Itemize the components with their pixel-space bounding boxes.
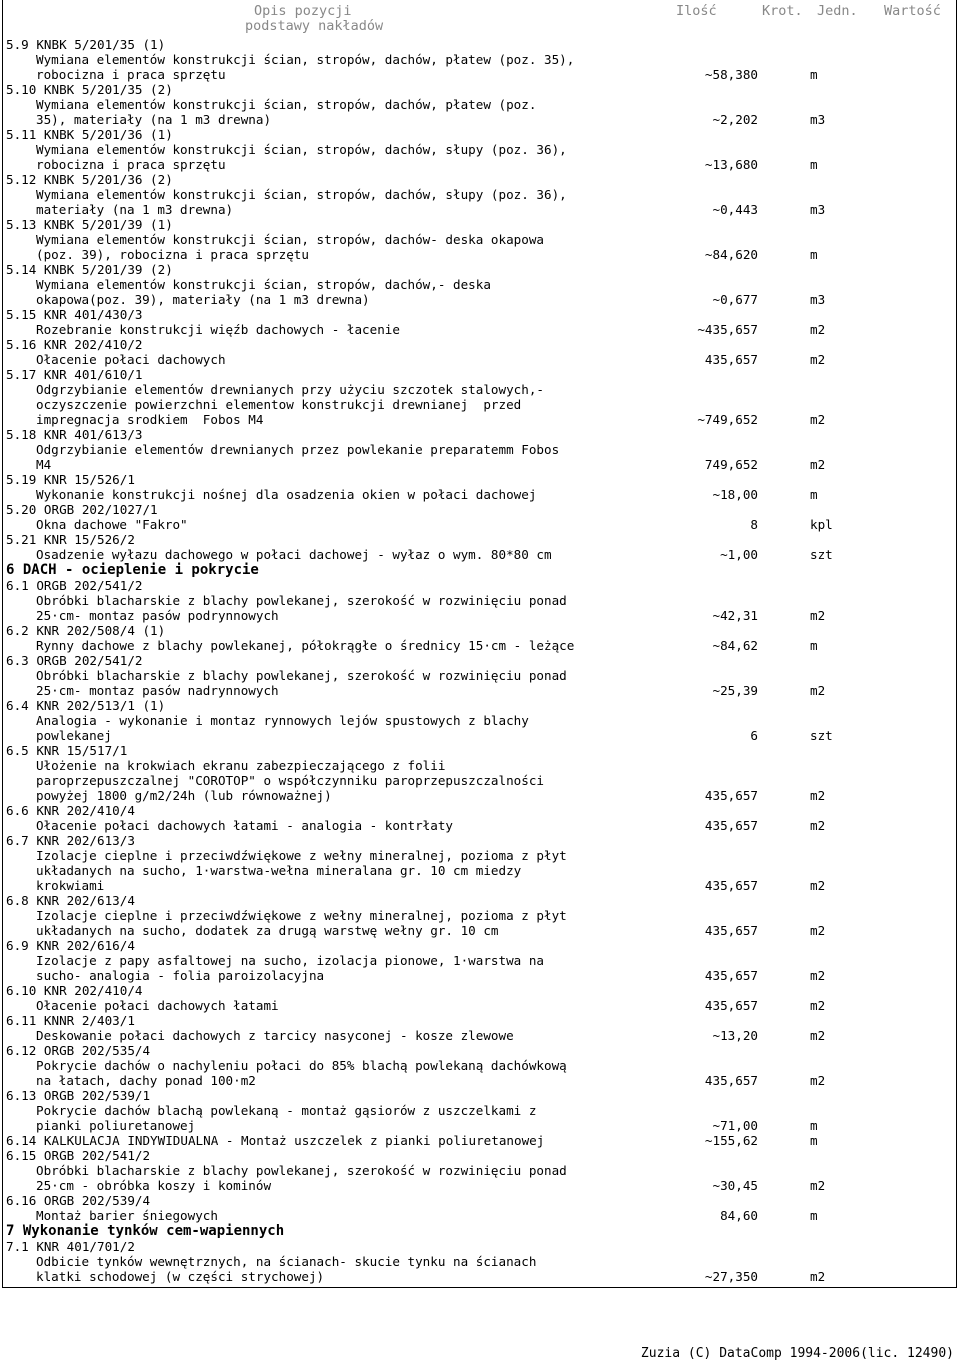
description-line: impregnacja srodkiem Fobos M4 [36,412,264,427]
table-row [6,262,956,307]
item-code: 5.11 KNBK 5/201/36 (1) [6,127,173,142]
item-unit: m [810,1133,818,1148]
item-quantity: ~58,380 [704,67,758,82]
item-code: 6.12 ORGB 202/535/4 [6,1043,151,1058]
item-code: 6.15 ORGB 202/541/2 [6,1148,151,1163]
item-description [6,713,956,743]
item-unit: m2 [810,457,826,472]
item-code: 5.13 KNBK 5/201/39 (1) [6,217,173,232]
item-description [6,232,956,262]
item-code: 6.16 ORGB 202/539/4 [6,1193,151,1208]
item-unit: szt [810,728,833,743]
item-description [6,322,956,337]
item-unit: m2 [810,788,826,803]
item-quantity: 749,652 [704,457,758,472]
item-unit: m2 [810,878,826,893]
table-row [6,367,956,427]
item-description [6,908,956,938]
description-line: Obróbki blacharskie z blachy powlekanej, szerokość w rozwinięciu ponad [36,1163,567,1178]
item-code: 5.20 ORGB 202/1027/1 [6,502,158,517]
item-unit: m [810,247,818,262]
description-line: paroprzepuszczalnej "COROTOP" o współczynniku paroprzepuszczalności [36,773,544,788]
item-description [6,1133,956,1148]
cost-estimate-rows [6,37,956,1284]
table-row [6,803,956,833]
description-line: robocizna i praca sprzętu [36,157,226,172]
item-quantity: ~27,350 [704,1269,758,1284]
section-heading [6,1223,956,1239]
item-description [6,1103,956,1133]
item-description [6,442,956,472]
item-code: 6.3 ORGB 202/541/2 [6,653,143,668]
item-description [6,142,956,172]
description-line: powyżej 1800 g/m2/24h (lub równoważnej) [36,788,332,803]
description-line: robocizna i praca sprzętu [36,67,226,82]
item-unit: m [810,1208,818,1223]
table-row [6,1043,956,1088]
item-quantity: 435,657 [704,998,758,1013]
item-unit: kpl [810,517,833,532]
item-code: 5.14 KNBK 5/201/39 (2) [6,262,173,277]
item-quantity: ~30,45 [712,1178,758,1193]
item-quantity: 435,657 [704,923,758,938]
item-description [6,97,956,127]
description-line: Odgrzybianie elementów drewnianych przez powlekanie preparatemm Fobos [36,442,560,457]
table-row [6,833,956,893]
description-line: Rozebranie konstrukcji więźb dachowych - łacenie [36,322,400,337]
description-line: Obróbki blacharskie z blachy powlekanej, szerokość w rozwinięciu ponad [36,593,567,608]
item-code: 6.1 ORGB 202/541/2 [6,578,143,593]
item-code: 6.8 KNR 202/613/4 [6,893,135,908]
item-quantity: ~25,39 [712,683,758,698]
description-line: (poz. 39), robocizna i praca sprzętu [36,247,309,262]
description-line: Wykonanie konstrukcji nośnej dla osadzenia okien w połaci dachowej [36,487,537,502]
header-description-line1: Opis pozycji [254,3,352,19]
item-unit: m3 [810,112,826,127]
item-description [6,352,956,367]
description-line: klatki schodowej (w części strychowej) [36,1269,325,1284]
item-quantity: ~0,443 [712,202,758,217]
description-line: Wymiana elementów konstrukcji ścian, stropów, dachów, płatew (poz. [36,97,537,112]
table-row [6,337,956,367]
table-row [6,307,956,337]
description-line: Odgrzybianie elementów drewnianych przy użyciu szczotek stalowych,- [36,382,544,397]
table-row [6,172,956,217]
description-line: krokwiami [36,878,105,893]
header-value: Wartość [884,3,941,19]
item-quantity: ~435,657 [697,322,758,337]
description-line: 25·cm - obróbka koszy i kominów [36,1178,272,1193]
item-code: 6.4 KNR 202/513/1 (1) [6,698,166,713]
description-line: 35), materiały (na 1 m3 drewna) [36,112,272,127]
item-unit: m2 [810,968,826,983]
description-line: Pokrycie dachów blachą powlekaną - montaż gąsiorów z uszczelkami z [36,1103,537,1118]
description-line: Odbicie tynków wewnętrznych, na ścianach- skucie tynku na ścianach [36,1254,537,1269]
item-unit: m2 [810,1028,826,1043]
header-quantity: Ilość [676,3,717,19]
table-row [6,127,956,172]
table-row [6,578,956,623]
table-row [6,698,956,743]
section-heading [6,562,956,578]
description-line: Ołacenie połaci dachowych [36,352,226,367]
item-quantity: 435,657 [704,878,758,893]
table-row [6,983,956,1013]
item-code: 5.12 KNBK 5/201/36 (2) [6,172,173,187]
description-line: Wymiana elementów konstrukcji ścian, stropów, dachów, słupy (poz. 36), [36,187,567,202]
item-quantity: ~42,31 [712,608,758,623]
description-line: okapowa(poz. 39), materiały (na 1 m3 drewna) [36,292,370,307]
item-description [6,818,956,833]
item-quantity: 435,657 [704,788,758,803]
description-line: Okna dachowe "Fakro" [36,517,188,532]
item-code: 5.16 KNR 202/410/2 [6,337,143,352]
item-unit: m2 [810,1073,826,1088]
item-description [6,953,956,983]
section-title: 6 DACH - ocieplenie i pokrycie [6,562,259,578]
description-line: Pokrycie dachów o nachyleniu połaci do 85% blachą powlekaną dachówkową [36,1058,567,1073]
description-line: na łatach, dachy ponad 100·m2 [36,1073,256,1088]
table-row [6,427,956,472]
table-row [6,532,956,562]
item-description [6,487,956,502]
item-unit: m2 [810,998,826,1013]
item-unit: m2 [810,412,826,427]
item-description [6,998,956,1013]
description-line: powlekanej [36,728,112,743]
description-line: układanych na sucho, 1·warstwa-wełna mineralana gr. 10 cm miedzy [36,863,522,878]
item-unit: m2 [810,322,826,337]
item-quantity: 435,657 [704,352,758,367]
item-code: 5.21 KNR 15/526/2 [6,532,135,547]
item-unit: m2 [810,608,826,623]
header-multiplier: Krot. [762,3,803,19]
item-code: 5.19 KNR 15/526/1 [6,472,135,487]
item-unit: m3 [810,292,826,307]
description-line: układanych na sucho, dodatek za drugą warstwę wełny gr. 10 cm [36,923,499,938]
table-row [6,1088,956,1133]
item-description [6,758,956,803]
item-quantity: 84,60 [720,1208,758,1223]
item-quantity: 435,657 [704,818,758,833]
description-line: Ołacenie połaci dachowych łatami - analogia - kontrłaty [36,818,454,833]
item-unit: m3 [810,202,826,217]
item-quantity: ~1,00 [720,547,758,562]
description-line: Rynny dachowe z blachy powlekanej, półokrągłe o średnicy 15·cm - leżące [36,638,575,653]
description-line: Izolacje z papy asfaltowej na sucho, izolacja pionowe, 1·warstwa na [36,953,544,968]
item-code: 5.18 KNR 401/613/3 [6,427,143,442]
item-code: 6.14 KALKULACJA INDYWIDUALNA - Montaż uszczelek z pianki poliuretanowej [6,1133,545,1148]
item-description [6,277,956,307]
item-description [6,1028,956,1043]
item-description [6,187,956,217]
item-quantity: ~18,00 [712,487,758,502]
item-quantity: ~2,202 [712,112,758,127]
table-row [6,743,956,803]
description-line: Osadzenie wyłazu dachowego w połaci dachowej - wyłaz o wym. 80*80 cm [36,547,552,562]
table-row [6,623,956,653]
description-line: Wymiana elementów konstrukcji ścian, stropów, dachów- deska okapowa [36,232,544,247]
item-quantity: ~71,00 [712,1118,758,1133]
description-line: Wymiana elementów konstrukcji ścian, stropów, dachów, słupy (poz. 36), [36,142,567,157]
item-unit: m2 [810,818,826,833]
item-unit: m [810,67,818,82]
description-line: pianki poliuretanowej [36,1118,196,1133]
table-row [6,82,956,127]
item-quantity: ~84,62 [712,638,758,653]
item-code: 5.9 KNBK 5/201/35 (1) [6,37,166,52]
description-line: 25·cm- montaz pasów nadrynnowych [36,683,279,698]
item-code: 6.13 ORGB 202/539/1 [6,1088,151,1103]
description-line: Montaż barier śniegowych [36,1208,218,1223]
item-quantity: ~13,20 [712,1028,758,1043]
item-description [6,52,956,82]
table-row [6,1013,956,1043]
item-description [6,848,956,893]
table-row [6,1193,956,1223]
item-unit: m2 [810,352,826,367]
item-description [6,1058,956,1088]
item-unit: m [810,487,818,502]
item-code: 6.10 KNR 202/410/4 [6,983,143,998]
item-unit: m [810,638,818,653]
item-code: 6.6 KNR 202/410/4 [6,803,135,818]
item-unit: szt [810,547,833,562]
description-line: Ułożenie na krokwiach ekranu zabezpieczającego z folii [36,758,446,773]
item-code: 6.7 KNR 202/613/3 [6,833,135,848]
description-line: Izolacje cieplne i przeciwdźwiękowe z wełny mineralnej, pozioma z płyt [36,908,567,923]
description-line: Wymiana elementów konstrukcji ścian, stropów, dachów, płatew (poz. 35), [36,52,575,67]
table-row [6,472,956,502]
description-line: 25·cm- montaz pasów podrynnowych [36,608,279,623]
item-code: 7.1 KNR 401/701/2 [6,1239,135,1254]
item-code: 5.10 KNBK 5/201/35 (2) [6,82,173,97]
description-line: materiały (na 1 m3 drewna) [36,202,234,217]
item-quantity: ~84,620 [704,247,758,262]
item-unit: m2 [810,683,826,698]
footer-copyright: Zuzia (C) DataComp 1994-2006(lic. 12490) [640,1346,954,1361]
item-quantity: ~0,677 [712,292,758,307]
item-quantity: 435,657 [704,968,758,983]
item-code: 5.15 KNR 401/430/3 [6,307,143,322]
description-line: Ołacenie połaci dachowych łatami [36,998,279,1013]
header-description-line2: podstawy nakładów [245,18,384,34]
item-unit: m2 [810,923,826,938]
header-unit: Jedn. [817,3,858,19]
item-description [6,517,956,532]
description-line: Izolacje cieplne i przeciwdźwiękowe z wełny mineralnej, pozioma z płyt [36,848,567,863]
item-description [6,1163,956,1193]
item-unit: m2 [810,1269,826,1284]
table-header [2,0,957,36]
description-line: oczyszczenie powierzchni elementow konstrukcji drewnianej przed [36,397,522,412]
item-unit: m [810,1118,818,1133]
item-description [6,382,956,427]
item-quantity: 8 [750,517,758,532]
item-description [6,1254,956,1284]
item-quantity: ~749,652 [697,412,758,427]
description-line: M4 [36,457,52,472]
table-row [6,653,956,698]
table-row [6,502,956,532]
table-row [6,1148,956,1193]
item-code: 5.17 KNR 401/610/1 [6,367,143,382]
item-description [6,1208,956,1223]
description-line: Wymiana elementów konstrukcji ścian, stropów, dachów,- deska [36,277,491,292]
item-quantity: ~155,62 [704,1133,758,1148]
table-row [6,217,956,262]
item-description [6,547,956,562]
table-row [6,893,956,938]
item-code: 6.11 KNNR 2/403/1 [6,1013,135,1028]
section-title: 7 Wykonanie tynków cem-wapiennych [6,1223,285,1239]
table-row [6,938,956,983]
table-row [6,1239,956,1284]
description-line: Obróbki blacharskie z blachy powlekanej, szerokość w rozwinięciu ponad [36,668,567,683]
item-unit: m [810,157,818,172]
item-description [6,638,956,653]
item-quantity: 6 [750,728,758,743]
description-line: Deskowanie połaci dachowych z tarcicy nasyconej - kosze zlewowe [36,1028,514,1043]
item-description [6,593,956,623]
item-code: 6.9 KNR 202/616/4 [6,938,135,953]
description-line: Analogia - wykonanie i montaz rynnowych lejów spustowych z blachy [36,713,529,728]
table-row [6,37,956,82]
item-code: 6.5 KNR 15/517/1 [6,743,128,758]
item-quantity: ~13,680 [704,157,758,172]
item-code: 6.2 KNR 202/508/4 (1) [6,623,166,638]
table-row [6,1133,956,1148]
item-quantity: 435,657 [704,1073,758,1088]
item-unit: m2 [810,1178,826,1193]
description-line: sucho- analogia - folia paroizolacyjna [36,968,325,983]
item-description [6,668,956,698]
